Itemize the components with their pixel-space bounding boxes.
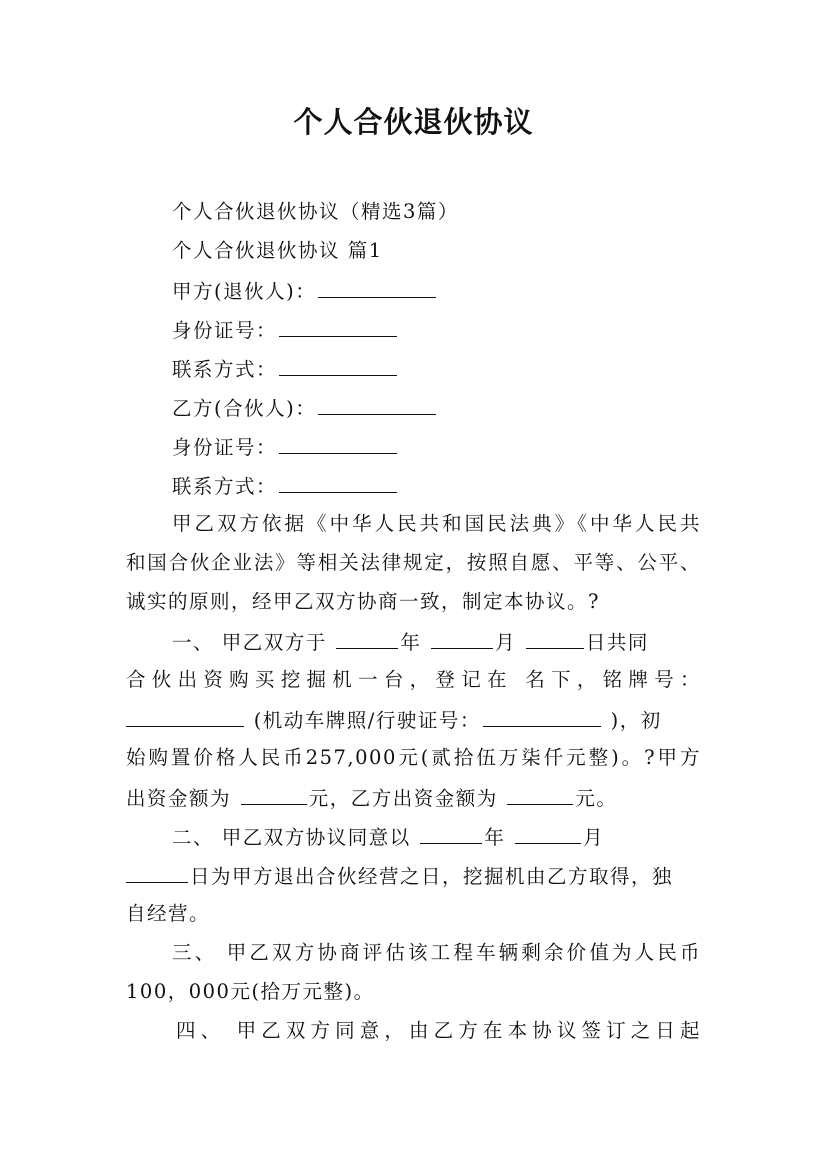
clause-1-text: (机动车牌照/行驶证号： <box>246 709 481 732</box>
intro-line: 和国合伙企业法》等相关法律规定，按照自愿、平等、公平、 <box>126 551 701 574</box>
month-blank <box>431 628 493 649</box>
clause-2-line: 自经营。 <box>126 902 211 925</box>
clause-1-text: 日共同 <box>585 631 649 654</box>
section-heading: 个人合伙退伙协议 篇1 <box>172 239 383 262</box>
party-b-id-row <box>172 433 399 461</box>
party-b-amount-blank <box>507 784 573 805</box>
intro-line: 诚实的原则，经甲乙双方协商一致，制定本协议。? <box>126 590 600 613</box>
year-blank <box>420 823 482 844</box>
clause-1-line <box>172 628 649 656</box>
clause-2-text: 二、 甲乙双方协议同意以 <box>172 826 419 849</box>
party-a-name-blank <box>318 277 436 298</box>
party-a-contact-label: 联系方式： <box>172 358 278 381</box>
party-a-row <box>172 277 438 305</box>
clause-1-text: 元，乙方出资金额为 <box>308 787 506 810</box>
year-blank <box>336 628 398 649</box>
clause-2-text: 月 <box>583 826 605 849</box>
clause-2-text: 年 <box>484 826 514 849</box>
party-b-contact-blank <box>279 472 397 493</box>
license-blank <box>483 706 601 727</box>
document-title: 个人合伙退伙协议 <box>293 105 534 139</box>
clause-1-line <box>126 784 617 812</box>
party-b-id-blank <box>279 433 397 454</box>
party-b-contact-label: 联系方式： <box>172 475 278 498</box>
clause-3-line: 100，000元(拾万元整)。 <box>126 980 375 1003</box>
clause-1-text: 年 <box>400 631 430 654</box>
party-b-row <box>172 394 438 422</box>
clause-1-text: 月 <box>495 631 524 654</box>
clause-4-line: 四、 甲乙双方同意，由乙方在本协议签订之日起 <box>176 1019 701 1042</box>
party-a-label: 甲方(退伙人)： <box>172 280 317 303</box>
party-b-label: 乙方(合伙人)： <box>172 397 317 420</box>
party-b-contact-row <box>172 472 399 500</box>
clause-1-line: 合伙出资购买挖掘机一台，登记在 名下，铭牌号： <box>126 668 701 691</box>
party-a-id-label: 身份证号： <box>172 319 278 342</box>
clause-1-line: 始购置价格人民币257,000元(贰拾伍万柒仟元整)。?甲方 <box>126 746 701 769</box>
month-blank <box>515 823 581 844</box>
document-subtitle: 个人合伙退伙协议（精选3篇） <box>172 200 459 223</box>
clause-1-line <box>126 706 662 734</box>
party-a-amount-blank <box>241 784 307 805</box>
day-blank <box>126 862 188 883</box>
party-b-id-label: 身份证号： <box>172 436 278 459</box>
party-a-contact-row <box>172 355 399 383</box>
party-a-id-row <box>172 316 399 344</box>
day-blank <box>526 628 584 649</box>
clause-2-text: 日为甲方退出合伙经营之日，挖掘机由乙方取得，独 <box>190 865 674 888</box>
party-b-name-blank <box>318 394 436 415</box>
intro-line: 甲乙双方依据《中华人民共和国民法典》《中华人民共 <box>172 512 701 535</box>
party-a-contact-blank <box>279 355 397 376</box>
clause-3-line: 三、 甲乙双方协商评估该工程车辆剩余价值为人民币 <box>172 941 701 964</box>
clause-1-text: 出资金额为 <box>126 787 239 810</box>
clause-1-text: 元。 <box>575 787 618 810</box>
party-a-id-blank <box>279 316 397 337</box>
clause-1-text: 一、 甲乙双方于 <box>172 631 335 654</box>
clause-1-text: )，初 <box>602 709 662 732</box>
nameplate-blank <box>126 706 244 727</box>
clause-2-line <box>126 862 673 890</box>
clause-2-line <box>172 823 604 851</box>
